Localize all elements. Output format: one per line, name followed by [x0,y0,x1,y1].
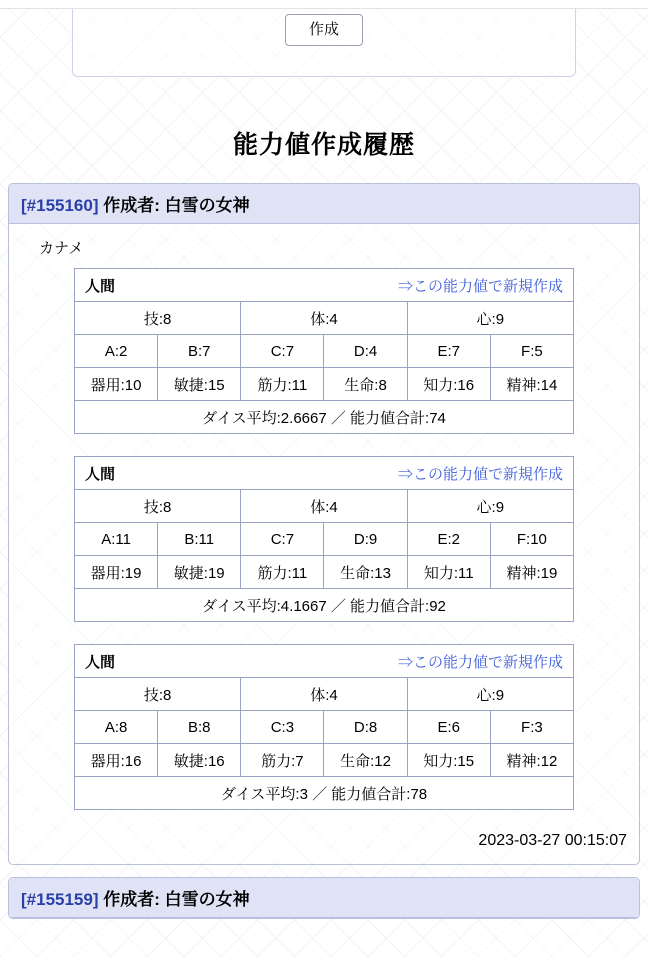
create-button[interactable]: 作成 [285,14,363,46]
sub-stat: 器用:10 [75,368,158,401]
sub-stat: 敏捷:16 [158,744,241,777]
entry-id: [#155160] [21,196,99,215]
summary-row [75,401,574,434]
main-stats-row [75,678,574,711]
sub-stat: 器用:19 [75,556,158,589]
entry-author: 作成者: 白雪の女神 [103,890,250,909]
sub-stat: 生命:8 [324,368,407,401]
main-stat: 技:8 [75,302,241,335]
dice-value: E:2 [407,523,490,556]
dice-value: B:7 [158,335,241,368]
main-stat: 心:9 [407,490,573,523]
reuse-stats-link[interactable]: ⇒この能力値で新規作成 [397,653,563,671]
dice-value: C:3 [241,711,324,744]
main-stat: 心:9 [407,302,573,335]
entry-id: [#155159] [21,890,99,909]
entry-author: 作成者: 白雪の女神 [103,196,250,215]
dice-value: D:8 [324,711,407,744]
dice-value: F:3 [490,711,573,744]
entry-timestamp: 2023-03-27 00:15:07 [478,832,627,849]
sub-stat: 精神:12 [490,744,573,777]
dice-row [75,711,574,744]
dice-value: A:11 [75,523,158,556]
dice-value: F:10 [490,523,573,556]
sub-stat: 知力:15 [407,744,490,777]
main-stat: 技:8 [75,490,241,523]
stat-block-header-row [75,645,574,678]
page-title: 能力値作成履歴 [232,131,415,159]
sub-stats-row [75,556,574,589]
race-label: 人間 [75,269,324,302]
summary-row [75,589,574,622]
history-entry [8,877,640,919]
sub-stats-row [75,368,574,401]
sub-stat: 生命:12 [324,744,407,777]
sub-stat: 器用:16 [75,744,158,777]
reuse-stats-link-cell[interactable] [324,645,574,678]
create-form-panel [72,9,576,77]
page-top-edge [0,0,648,9]
main-stat: 体:4 [241,490,407,523]
reuse-stats-link-cell[interactable] [324,269,574,302]
dice-value: E:6 [407,711,490,744]
sub-stat: 筋力:7 [241,744,324,777]
dice-value: A:8 [75,711,158,744]
sub-stat: 筋力:11 [241,556,324,589]
sub-stat: 精神:19 [490,556,573,589]
sub-stat: 敏捷:15 [158,368,241,401]
dice-value: F:5 [490,335,573,368]
main-stats-row [75,490,574,523]
summary-text: ダイス平均:2.6667 ／ 能力値合計:74 [75,401,574,434]
entry-header [9,184,639,224]
reuse-stats-link[interactable]: ⇒この能力値で新規作成 [397,465,563,483]
dice-value: D:4 [324,335,407,368]
sub-stat: 知力:11 [407,556,490,589]
reuse-stats-link[interactable]: ⇒この能力値で新規作成 [397,277,563,295]
sub-stat: 知力:16 [407,368,490,401]
main-stat: 技:8 [75,678,241,711]
dice-value: B:8 [158,711,241,744]
dice-value: B:11 [158,523,241,556]
summary-row [75,777,574,810]
main-stats-row [75,302,574,335]
main-stat: 体:4 [241,302,407,335]
dice-value: D:9 [324,523,407,556]
entry-header [9,878,639,918]
main-stat: 体:4 [241,678,407,711]
dice-value: E:7 [407,335,490,368]
stat-block [74,268,574,434]
summary-text: ダイス平均:3 ／ 能力値合計:78 [75,777,574,810]
dice-value: A:2 [75,335,158,368]
stat-block [74,644,574,810]
entry-body [9,224,639,864]
dice-row [75,335,574,368]
main-stat: 心:9 [407,678,573,711]
sub-stat: 敏捷:19 [158,556,241,589]
stat-block-header-row [75,269,574,302]
reuse-stats-link-cell[interactable] [324,457,574,490]
character-name: カナメ [39,240,84,257]
dice-value: C:7 [241,523,324,556]
race-label: 人間 [75,645,324,678]
sub-stats-row [75,744,574,777]
stat-block [74,456,574,622]
dice-row [75,523,574,556]
stat-block-header-row [75,457,574,490]
sub-stat: 生命:13 [324,556,407,589]
dice-value: C:7 [241,335,324,368]
summary-text: ダイス平均:4.1667 ／ 能力値合計:92 [75,589,574,622]
race-label: 人間 [75,457,324,490]
sub-stat: 筋力:11 [241,368,324,401]
sub-stat: 精神:14 [490,368,573,401]
history-entry [8,183,640,865]
